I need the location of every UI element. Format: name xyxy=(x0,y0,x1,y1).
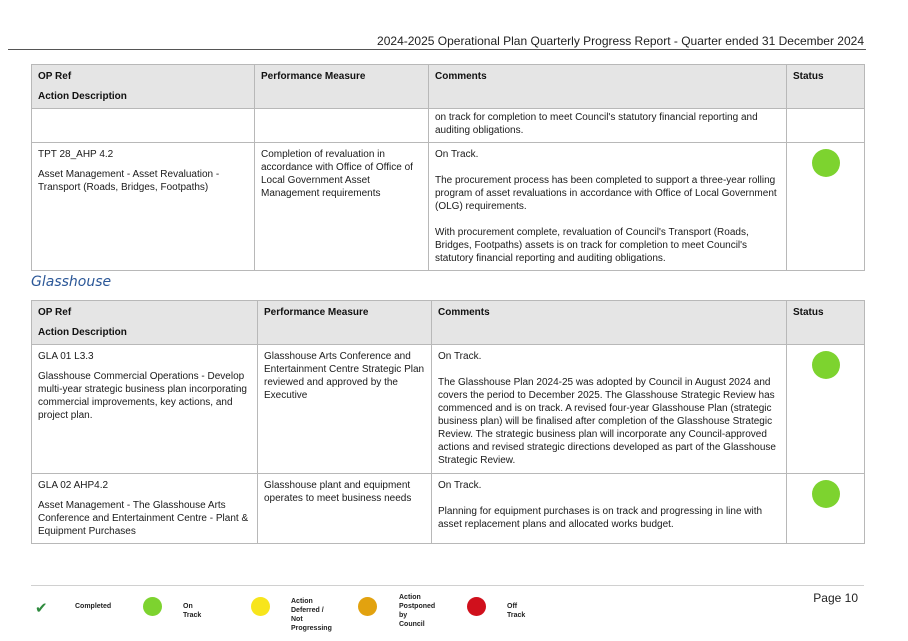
page-number: Page 10 xyxy=(813,591,858,605)
col-header-status: Status xyxy=(787,65,865,109)
op-ref: TPT 28_AHP 4.2 xyxy=(38,149,114,160)
footer-divider xyxy=(31,585,864,586)
table-header-row xyxy=(32,301,865,345)
performance-measure: Glasshouse Arts Conference and Entertainment Centre Strategic Plan reviewed and approved by the Executive xyxy=(258,345,432,474)
legend-completed-label: Completed xyxy=(75,603,112,610)
header-divider xyxy=(8,49,866,50)
legend-postponed-label xyxy=(399,593,435,629)
table-row xyxy=(32,474,865,544)
op-table-transport xyxy=(31,64,865,271)
status-on-track-indicator xyxy=(812,480,840,508)
col-header-comments: Comments xyxy=(432,301,787,345)
col-header-op-ref xyxy=(32,65,255,109)
legend-off-track-label: Off Track xyxy=(507,603,526,619)
table-row xyxy=(32,345,865,474)
continuation-comment: on track for completion to meet Council's statutory financial reporting and auditing obligations. xyxy=(429,109,787,143)
op-ref-header: OP Ref xyxy=(38,71,72,82)
op-ref: GLA 01 L3.3 xyxy=(38,351,94,362)
status-cell xyxy=(787,143,865,271)
table-header-row xyxy=(32,65,865,109)
performance-measure: Glasshouse plant and equipment operates to meet business needs xyxy=(258,474,432,544)
off-track-dot-icon xyxy=(467,597,486,616)
action-cell xyxy=(32,474,258,544)
col-header-performance-measure: Performance Measure xyxy=(255,65,429,109)
status-on-track-indicator xyxy=(812,149,840,177)
deferred-dot-icon xyxy=(251,597,270,616)
report-header-title: 2024-2025 Operational Plan Quarterly Progress Report - Quarter ended 31 December 2024 xyxy=(377,34,864,48)
legend-postponed xyxy=(358,597,377,616)
legend-on-track-label: On Track xyxy=(183,603,202,619)
legend-deferred-label xyxy=(291,597,332,633)
table-row xyxy=(32,143,865,271)
section-title-glasshouse: Glasshouse xyxy=(31,274,112,290)
checkmark-icon: ✔ xyxy=(35,600,48,617)
action-description: Asset Management - Asset Revaluation - Transport (Roads, Bridges, Footpaths) xyxy=(38,169,220,193)
table-row-continuation xyxy=(32,109,865,143)
legend-postponed-line3: Council xyxy=(399,621,425,628)
legend-deferred-line2: Not Progressing xyxy=(291,616,332,632)
action-description-header: Action Description xyxy=(38,327,127,338)
status-on-track-indicator xyxy=(812,351,840,379)
postponed-dot-icon xyxy=(358,597,377,616)
action-cell xyxy=(32,345,258,474)
performance-measure: Completion of revaluation in accordance with Office of Office of Local Government Asset Management requirements xyxy=(255,143,429,271)
legend-postponed-line2: Postponed by xyxy=(399,603,436,619)
comments-cell xyxy=(429,143,787,271)
action-description-header: Action Description xyxy=(38,91,127,102)
comment-paragraph: The procurement process has been completed to support a three-year rolling program of asset revaluations in accordance with Office of Local Government (OLG) requirements. xyxy=(435,175,777,212)
comments-cell xyxy=(432,345,787,474)
action-description: Asset Management - The Glasshouse Arts Conference and Entertainment Centre - Plant & Equipment Purchases xyxy=(38,500,249,537)
op-ref-header: OP Ref xyxy=(38,307,72,318)
col-header-comments: Comments xyxy=(429,65,787,109)
on-track-dot-icon xyxy=(143,597,162,616)
legend-completed xyxy=(35,599,48,617)
action-cell xyxy=(32,143,255,271)
comment-paragraph: On Track. xyxy=(438,351,482,362)
action-description: Glasshouse Commercial Operations - Develop multi-year strategic business plan incorporating commercial improvements, key actions, and project plan. xyxy=(38,371,247,421)
status-cell xyxy=(787,345,865,474)
op-ref: GLA 02 AHP4.2 xyxy=(38,480,109,491)
legend-postponed-line1: Action xyxy=(399,594,421,601)
comments-cell xyxy=(432,474,787,544)
comment-paragraph: With procurement complete, revaluation of Council's Transport (Roads, Bridges, Footpaths) assets is on track for completion to meet Council's statutory financial reporting and auditing obligations. xyxy=(435,227,749,264)
comment-paragraph: The Glasshouse Plan 2024-25 was adopted by Council in August 2024 and covers the period to December 2025. The Glasshouse Strategic Review has commenced and is on track. A revised four-year Glasshouse Plan (strategic business plan) will be finalised after completion of the Glasshouse Strategic Review. The strategic business plan will incorporate any Council-approved actions and revised strategic directions developed as part of the Glasshouse Strategic Review. xyxy=(438,377,776,466)
status-cell xyxy=(787,474,865,544)
comment-paragraph: Planning for equipment purchases is on track and progressing in line with asset replacement plans and allocated works budget. xyxy=(438,506,763,530)
col-header-performance-measure: Performance Measure xyxy=(258,301,432,345)
legend-deferred-line1: Action Deferred / xyxy=(291,598,324,614)
comment-paragraph: On Track. xyxy=(438,480,482,491)
col-header-op-ref xyxy=(32,301,258,345)
legend-on-track xyxy=(143,597,162,616)
legend-deferred xyxy=(251,597,270,616)
comment-paragraph: On Track. xyxy=(435,149,479,160)
legend-off-track xyxy=(467,597,486,616)
op-table-glasshouse xyxy=(31,300,865,544)
col-header-status: Status xyxy=(787,301,865,345)
